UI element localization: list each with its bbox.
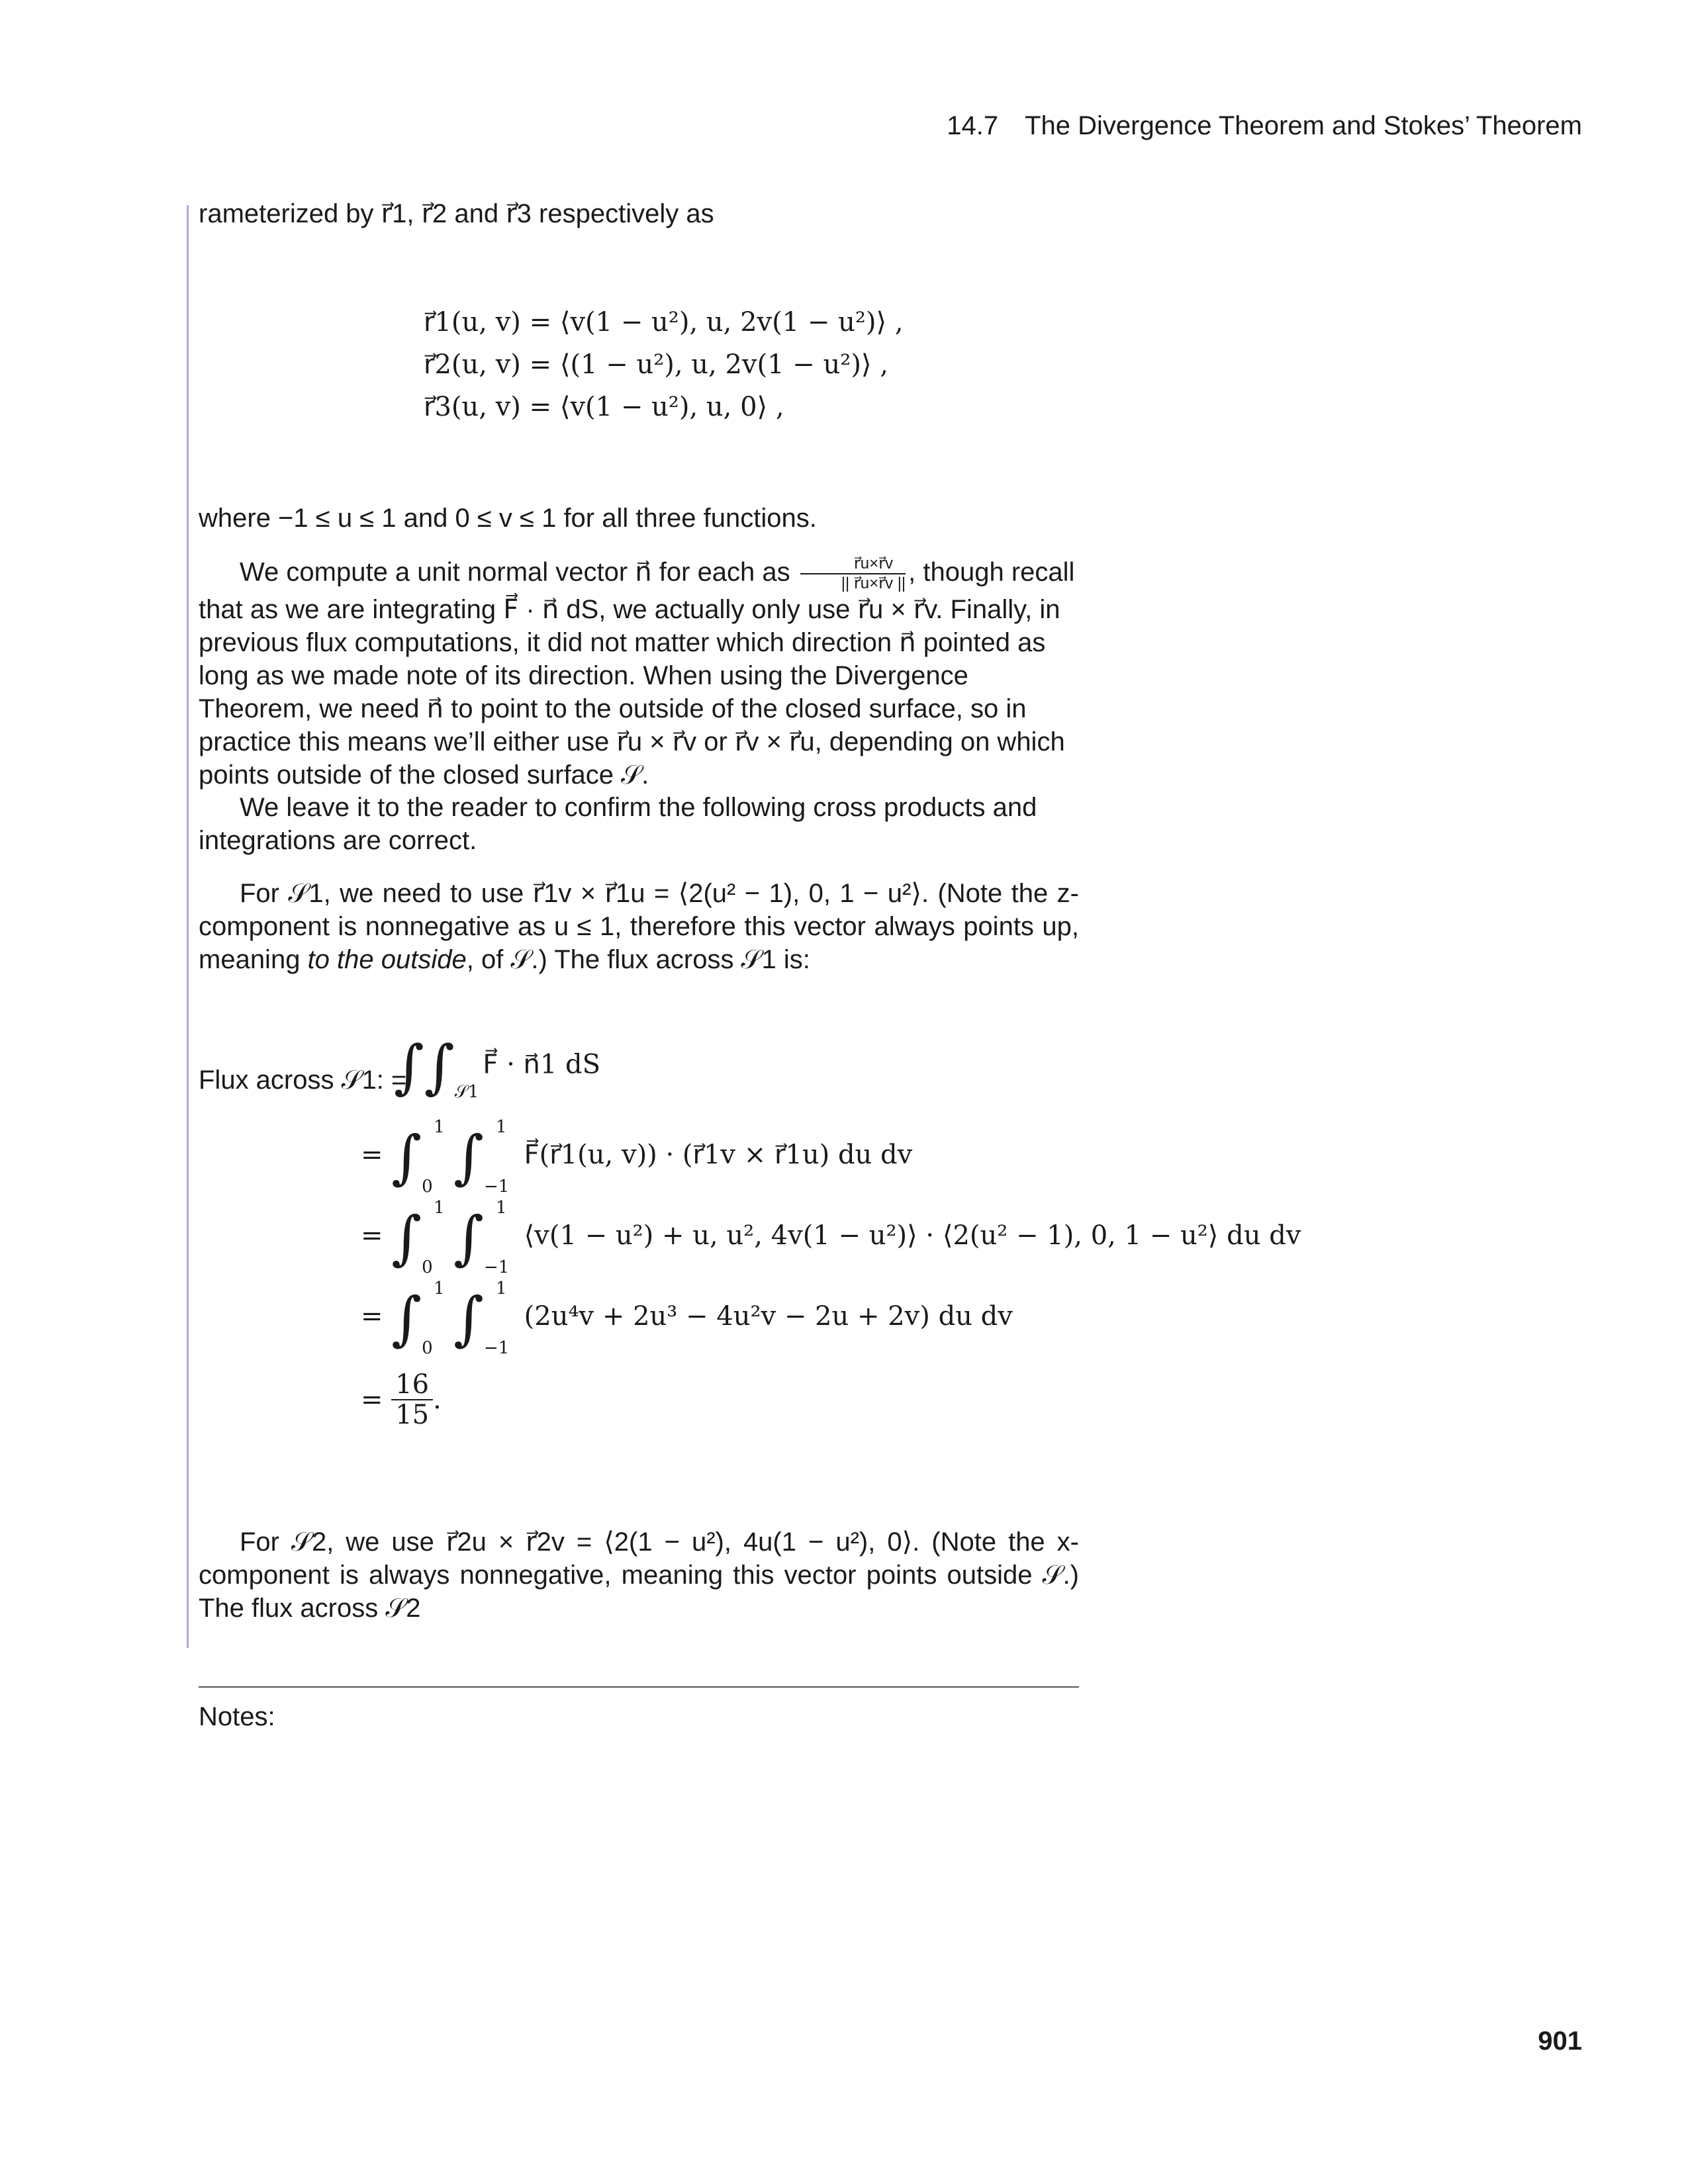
unit-normal-fraction [800,555,906,593]
parametrization-r2: r⃗2(u, v) = ⟨(1 − u²), u, 2v(1 − u²)⟩ , [424,349,888,380]
surface-subscript: 𝒮1 [454,1081,479,1102]
parametrization-r3: r⃗3(u, v) = ⟨v(1 − u²), u, 0⟩ , [424,392,784,422]
integral-icon: ∫ [453,1284,484,1353]
integral-icon: ∫ [391,1284,422,1353]
section-number: 14.7 [947,111,999,140]
flux-line-1 [394,1032,600,1101]
result-fraction [391,1370,433,1430]
notes-label: Notes: [199,1702,275,1731]
flux-integrand-2: F⃗(r⃗1(u, v)) · (r⃗1v × r⃗1u) du dv [524,1140,913,1170]
lower-limit: −1 [483,1177,510,1197]
equals-sign: = [361,1220,383,1251]
outer-limits [422,1198,453,1277]
paragraph-unit-normal [199,555,1079,792]
upper-limit: 1 [434,1117,445,1137]
domain-text: where −1 ≤ u ≤ 1 and 0 ≤ v ≤ 1 for all three functions. [199,504,817,533]
running-header [947,111,1582,141]
s1-emphasis: to the outside [307,945,467,974]
inner-limits [484,1117,516,1197]
margin-bar [187,205,189,1648]
paragraph-s2: For 𝒮2, we use r⃗2u × r⃗2v = ⟨2(1 − u²), 4u(1 − u²), 0⟩. (Note the x-component is always nonnegative, meaning this vector points outside 𝒮.) The flux across 𝒮2 [199,1527,1079,1623]
upper-limit: 1 [434,1279,445,1298]
integral-icon: ∫ [391,1122,422,1191]
unit-normal-text-start: We compute a unit normal vector n⃗ for each as [240,557,790,587]
lower-limit: 0 [422,1257,433,1277]
parametrization-r1: r⃗1(u, v) = ⟨v(1 − u²), u, 2v(1 − u²)⟩ , [424,307,904,338]
s1-text-a: For 𝒮1, we need to use r⃗1v × r⃗1u = ⟨2(u² − 1), 0, 1 − u²⟩. (Note the z-component is nonnegative as u ≤ 1, therefore this vector always points up, meaning [199,879,1079,974]
equals-sign: = [361,1140,383,1170]
fraction-denominator: || r⃗u×r⃗v || [841,574,906,592]
flux-integrand-4: (2u⁴v + 2u³ − 4u²v − 2u + 2v) du dv [524,1301,1013,1332]
result-numerator: 16 [391,1370,433,1400]
page-number: 901 [1538,2026,1582,2056]
inner-limits [484,1198,516,1277]
lower-limit: −1 [483,1257,510,1277]
lower-limit: 0 [422,1338,433,1358]
upper-limit: 1 [434,1198,445,1218]
integral-icon: ∫ [391,1203,422,1272]
unit-normal-text-rest: , though recall that as we are integrating F⃗ · n⃗ dS, we actually only use r⃗u × r⃗v. Finally, in previous flux computations, it did not matter which direction n⃗ pointed as long as we made note of its direction. When using the Divergence Theorem, we need n⃗ to point to the outside of the closed surface, so in practice this means we’ll either use r⃗u × r⃗v or r⃗v × r⃗u, depending on which points outside of the closed surface 𝒮. [199,557,1075,790]
double-integral-icon: ∫∫ [394,1032,455,1101]
intro-text: rameterized by r⃗1, r⃗2 and r⃗3 respectively as [199,199,714,228]
integral-icon: ∫ [453,1122,484,1191]
flux-result: = $\frac{16}{15}$ . [361,1369,442,1430]
result-denominator: 15 [395,1400,430,1430]
flux-line-3 [361,1198,1301,1277]
flux-integrand-3: ⟨v(1 − u²) + u, u², 4v(1 − u²)⟩ · ⟨2(u² − 1), 0, 1 − u²⟩ du dv [524,1220,1301,1251]
lower-limit: 0 [422,1177,433,1197]
flux-label: Flux across 𝒮1: = [199,1066,407,1095]
flux-integrand-1: F⃗ · n⃗1 dS [483,1049,601,1080]
upper-limit: 1 [495,1117,507,1137]
section-title: The Divergence Theorem and Stokes’ Theorem [1025,111,1582,140]
paragraph-reader-confirm: We leave it to the reader to confirm the following cross products and integrations are correct. [199,793,1037,855]
notes-divider [199,1686,1079,1688]
lower-limit: −1 [483,1338,510,1358]
parametrization-block [424,301,904,428]
equals-sign: = [361,1301,383,1332]
paragraph-s1 [199,877,1079,976]
equals-sign: = [361,1385,383,1415]
integral-icon: ∫ [453,1203,484,1272]
flux-line-4 [361,1279,1013,1358]
outer-limits [422,1279,453,1358]
upper-limit: 1 [495,1279,507,1298]
outer-limits [422,1117,453,1197]
fraction-numerator: r⃗u×r⃗v [800,555,906,574]
s1-text-b: , of 𝒮.) The flux across 𝒮1 is: [466,945,810,974]
flux-line-2 [361,1117,912,1197]
upper-limit: 1 [495,1198,507,1218]
inner-limits [484,1279,516,1358]
